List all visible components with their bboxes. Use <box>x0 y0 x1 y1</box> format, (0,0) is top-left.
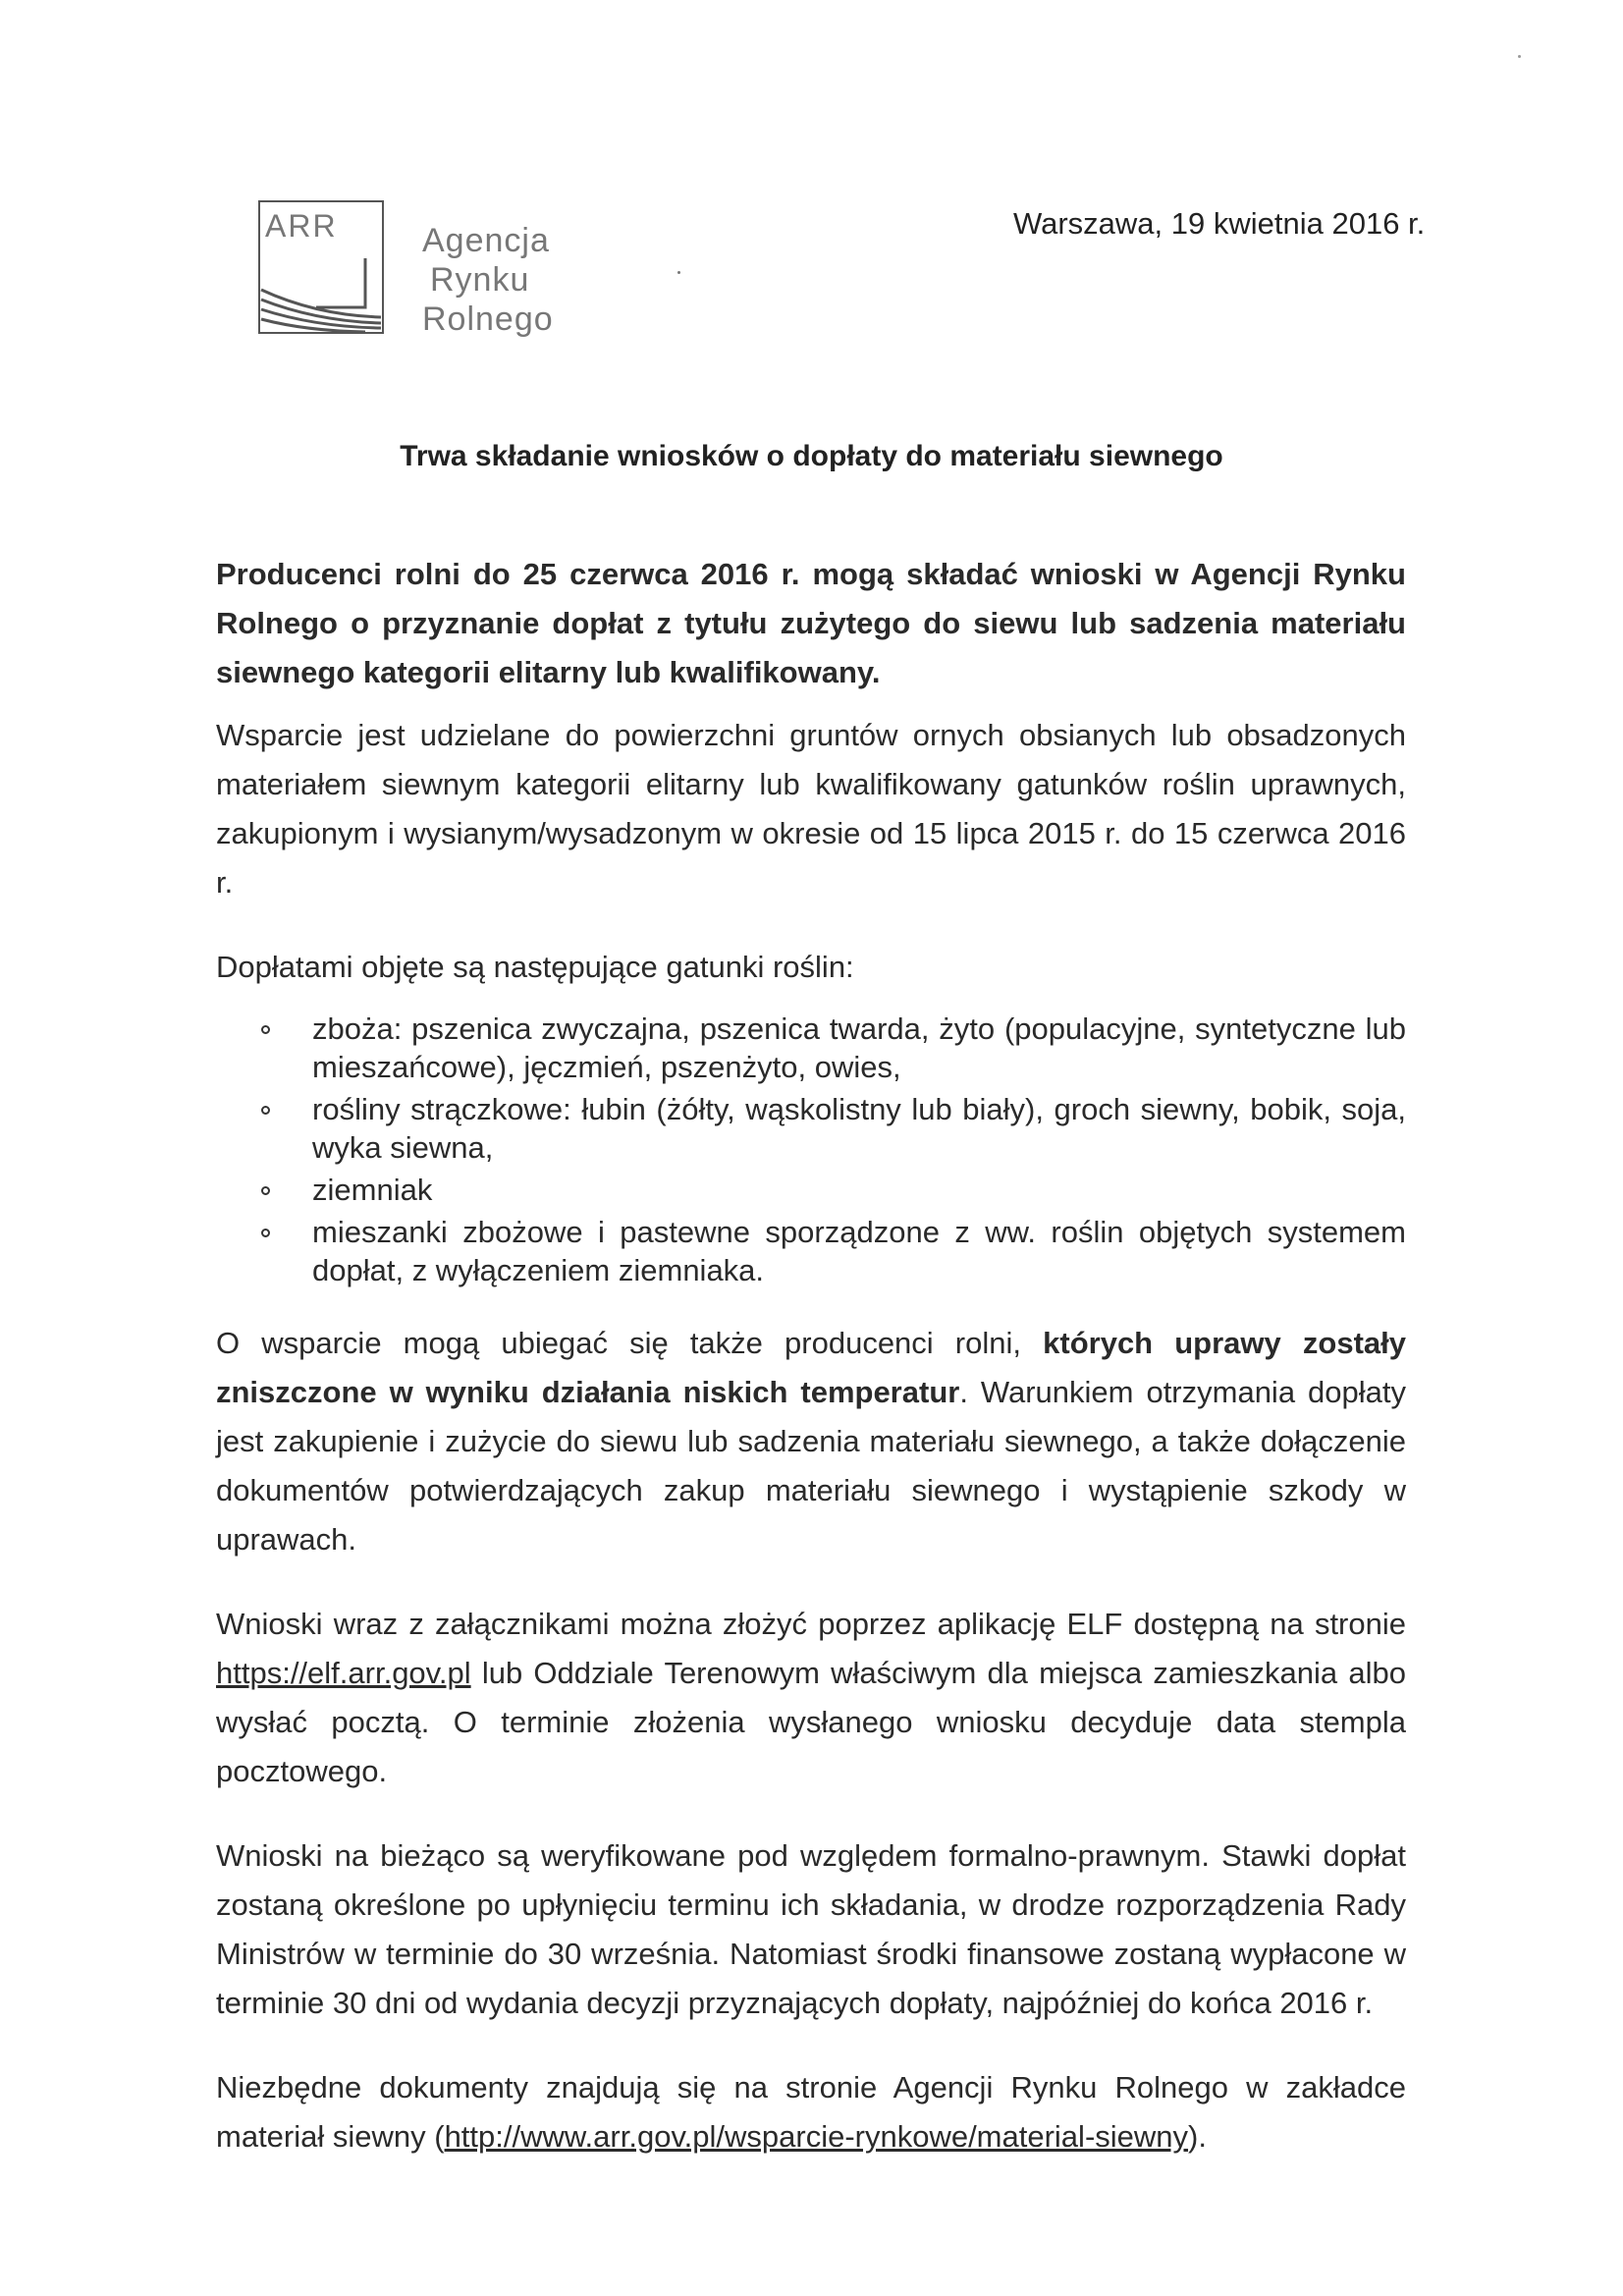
logo-line-2: Rynku <box>430 261 530 299</box>
logo-wordmark <box>422 221 554 339</box>
documents-text-b: ). <box>1188 2119 1207 2154</box>
arr-material-link[interactable]: http://www.arr.gov.pl/wsparcie-rynkowe/material-siewny <box>444 2119 1189 2154</box>
paragraph-support-scope: Wsparcie jest udzielane do powierzchni gruntów ornych obsianych lub obsadzonych materiałem siewnym kategorii elitarny lub kwalifikowany gatunków roślin uprawnych, zakupionym i wysianym/wysadzonym w okresie od 15 lipca 2015 r. do 15 czerwca 2016 r. <box>216 718 1406 900</box>
documents-text-a: Niezbędne dokumenty znajdują się na stronie Agencji Rynku Rolnego w zakładce materiał siewny ( <box>216 2070 1406 2154</box>
document-body <box>216 550 1406 2197</box>
frost-text-bold: których uprawy zostały zniszczone w wyniku działania niskich temperatur <box>216 1326 1406 1409</box>
bullet-icon <box>261 1106 270 1115</box>
list-item <box>216 1090 1406 1167</box>
paragraph-frost-damage <box>216 1319 1406 1564</box>
list-item-text: ziemniak <box>312 1173 433 1207</box>
paragraph-species-intro: Dopłatami objęte są następujące gatunki roślin: <box>216 950 854 984</box>
list-item <box>216 1213 1406 1289</box>
lead-paragraph: Producenci rolni do 25 czerwca 2016 r. mogą składać wnioski w Agencji Rynku Rolnego o przyznanie dopłat z tytułu zużytego do siewu lub sadzenia materiału siewnego kategorii elitarny lub kwalifikowany. <box>216 557 1406 689</box>
paragraph-verification: Wnioski na bieżąco są weryfikowane pod względem formalno-prawnym. Stawki dopłat zostaną określone po upłynięciu terminu ich składania, w drodze rozporządzenia Rady Ministrów w terminie do 30 września. Natomiast środki finansowe zostaną wypłacone w terminie 30 dni od wydania decyzji przyznających dopłaty, najpóźniej do końca 2016 r. <box>216 1838 1406 2020</box>
logo-line-3: Rolnego <box>422 301 554 338</box>
apply-text-a: Wnioski wraz z załącznikami można złożyć poprzez aplikację ELF dostępną na stronie <box>216 1607 1406 1641</box>
bullet-icon <box>261 1186 270 1195</box>
logo-line-1: Agencja <box>422 222 550 259</box>
list-item-text: rośliny strączkowe: łubin (żółty, wąskolistny lub biały), groch siewny, bobik, soja, wyka siewna, <box>312 1092 1406 1165</box>
scan-speck <box>1518 55 1521 58</box>
bullet-icon <box>261 1025 270 1034</box>
scan-speck <box>677 271 680 274</box>
document-title: Trwa składanie wniosków o dopłaty do materiału siewnego <box>400 440 1223 472</box>
logo-abbr: ARR <box>265 208 338 244</box>
apply-text-b: lub Oddziale Terenowym właściwym dla miejsca zamieszkania albo wysłać pocztą. O terminie złożenia wysłanego wniosku decyduje data stempla pocztowego. <box>216 1656 1406 1788</box>
document-date: Warszawa, 19 kwietnia 2016 r. <box>1013 206 1426 241</box>
arr-logo <box>257 199 591 347</box>
frost-text-a: O wsparcie mogą ubiegać się także producenci rolni, <box>216 1326 1044 1360</box>
list-item <box>216 1171 1406 1209</box>
species-list <box>216 1010 1406 1289</box>
frost-text-c: . Warunkiem otrzymania dopłaty jest zakupienie i zużycie do siewu lub sadzenia materiału siewnego, a także dołączenie dokumentów potwierdzających zakup materiału siewnego i wystąpienie szkody w uprawach. <box>216 1375 1406 1557</box>
paragraph-documents <box>216 2063 1406 2161</box>
list-item-text: mieszanki zbożowe i pastewne sporządzone z ww. roślin objętych systemem dopłat, z wyłączeniem ziemniaka. <box>312 1215 1406 1287</box>
arr-logo-icon <box>257 199 385 335</box>
paragraph-how-to-apply <box>216 1600 1406 1796</box>
list-item <box>216 1010 1406 1086</box>
elf-link[interactable]: https://elf.arr.gov.pl <box>216 1656 471 1690</box>
bullet-icon <box>261 1229 270 1237</box>
list-item-text: zboża: pszenica zwyczajna, pszenica twarda, żyto (populacyjne, syntetyczne lub mieszańcowe), jęczmień, pszenżyto, owies, <box>312 1011 1406 1084</box>
